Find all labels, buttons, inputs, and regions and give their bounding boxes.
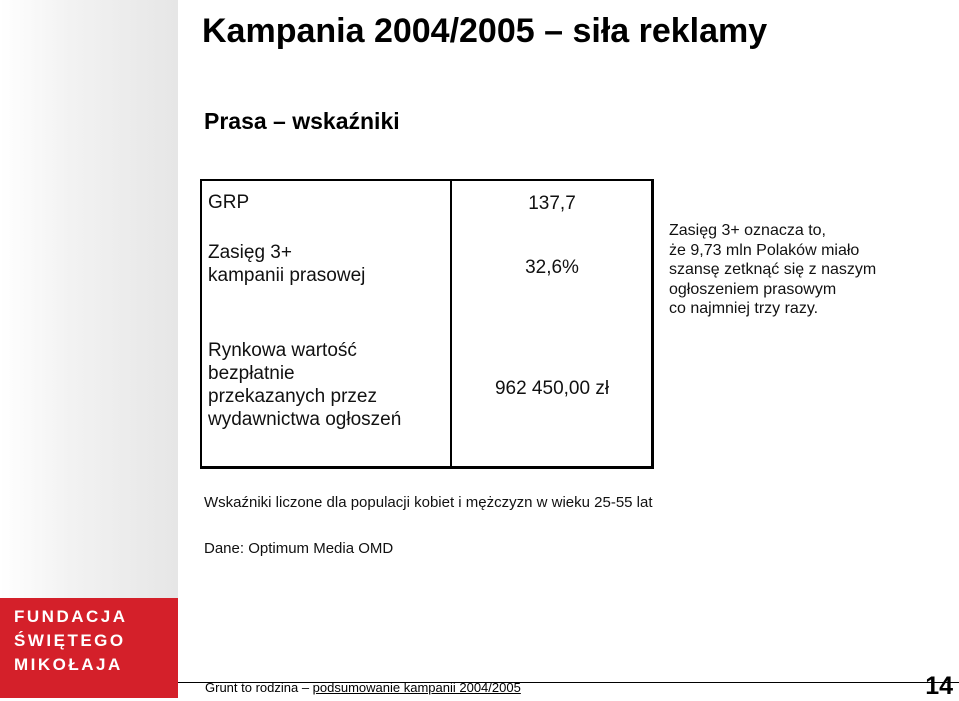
row-value-reach: 32,6%: [525, 257, 579, 278]
table-divider: [450, 181, 452, 466]
logo-line: ŚWIĘTEGO: [14, 631, 126, 650]
footer-caption: Grunt to rodzina – podsumowanie kampanii 2004/2005: [205, 680, 521, 695]
slide-title: Kampania 2004/2005 – siła reklamy: [202, 12, 768, 50]
indicators-table: [200, 179, 654, 469]
source-footnote: Dane: Optimum Media OMD: [204, 540, 394, 557]
population-footnote: Wskaźniki liczone dla populacji kobiet i mężczyzn w wieku 25-55 lat: [204, 494, 653, 511]
logo-line: MIKOŁAJA: [14, 655, 123, 674]
row-value-market-value: 962 450,00 zł: [494, 378, 610, 399]
logo-line: FUNDACJA: [14, 607, 128, 626]
reach-explanation-note: Zasięg 3+ oznacza to, że 9,73 mln Polaków miało szansę zetknąć się z naszym ogłoszeniem prasowym co najmniej trzy razy.: [669, 222, 877, 317]
side-gradient-panel: [0, 0, 178, 598]
page-number: 14: [925, 672, 953, 700]
foundation-logo: [0, 598, 178, 698]
slide-subtitle: Prasa – wskaźniki: [204, 108, 400, 134]
row-value-grp: 137,7: [528, 193, 576, 214]
row-label-reach: Zasięg 3+ kampanii prasowej: [208, 242, 366, 286]
row-label-market-value: Rynkowa wartość bezpłatnie przekazanych przez wydawnictwa ogłoszeń: [208, 340, 402, 430]
row-label-grp: GRP: [208, 192, 250, 213]
